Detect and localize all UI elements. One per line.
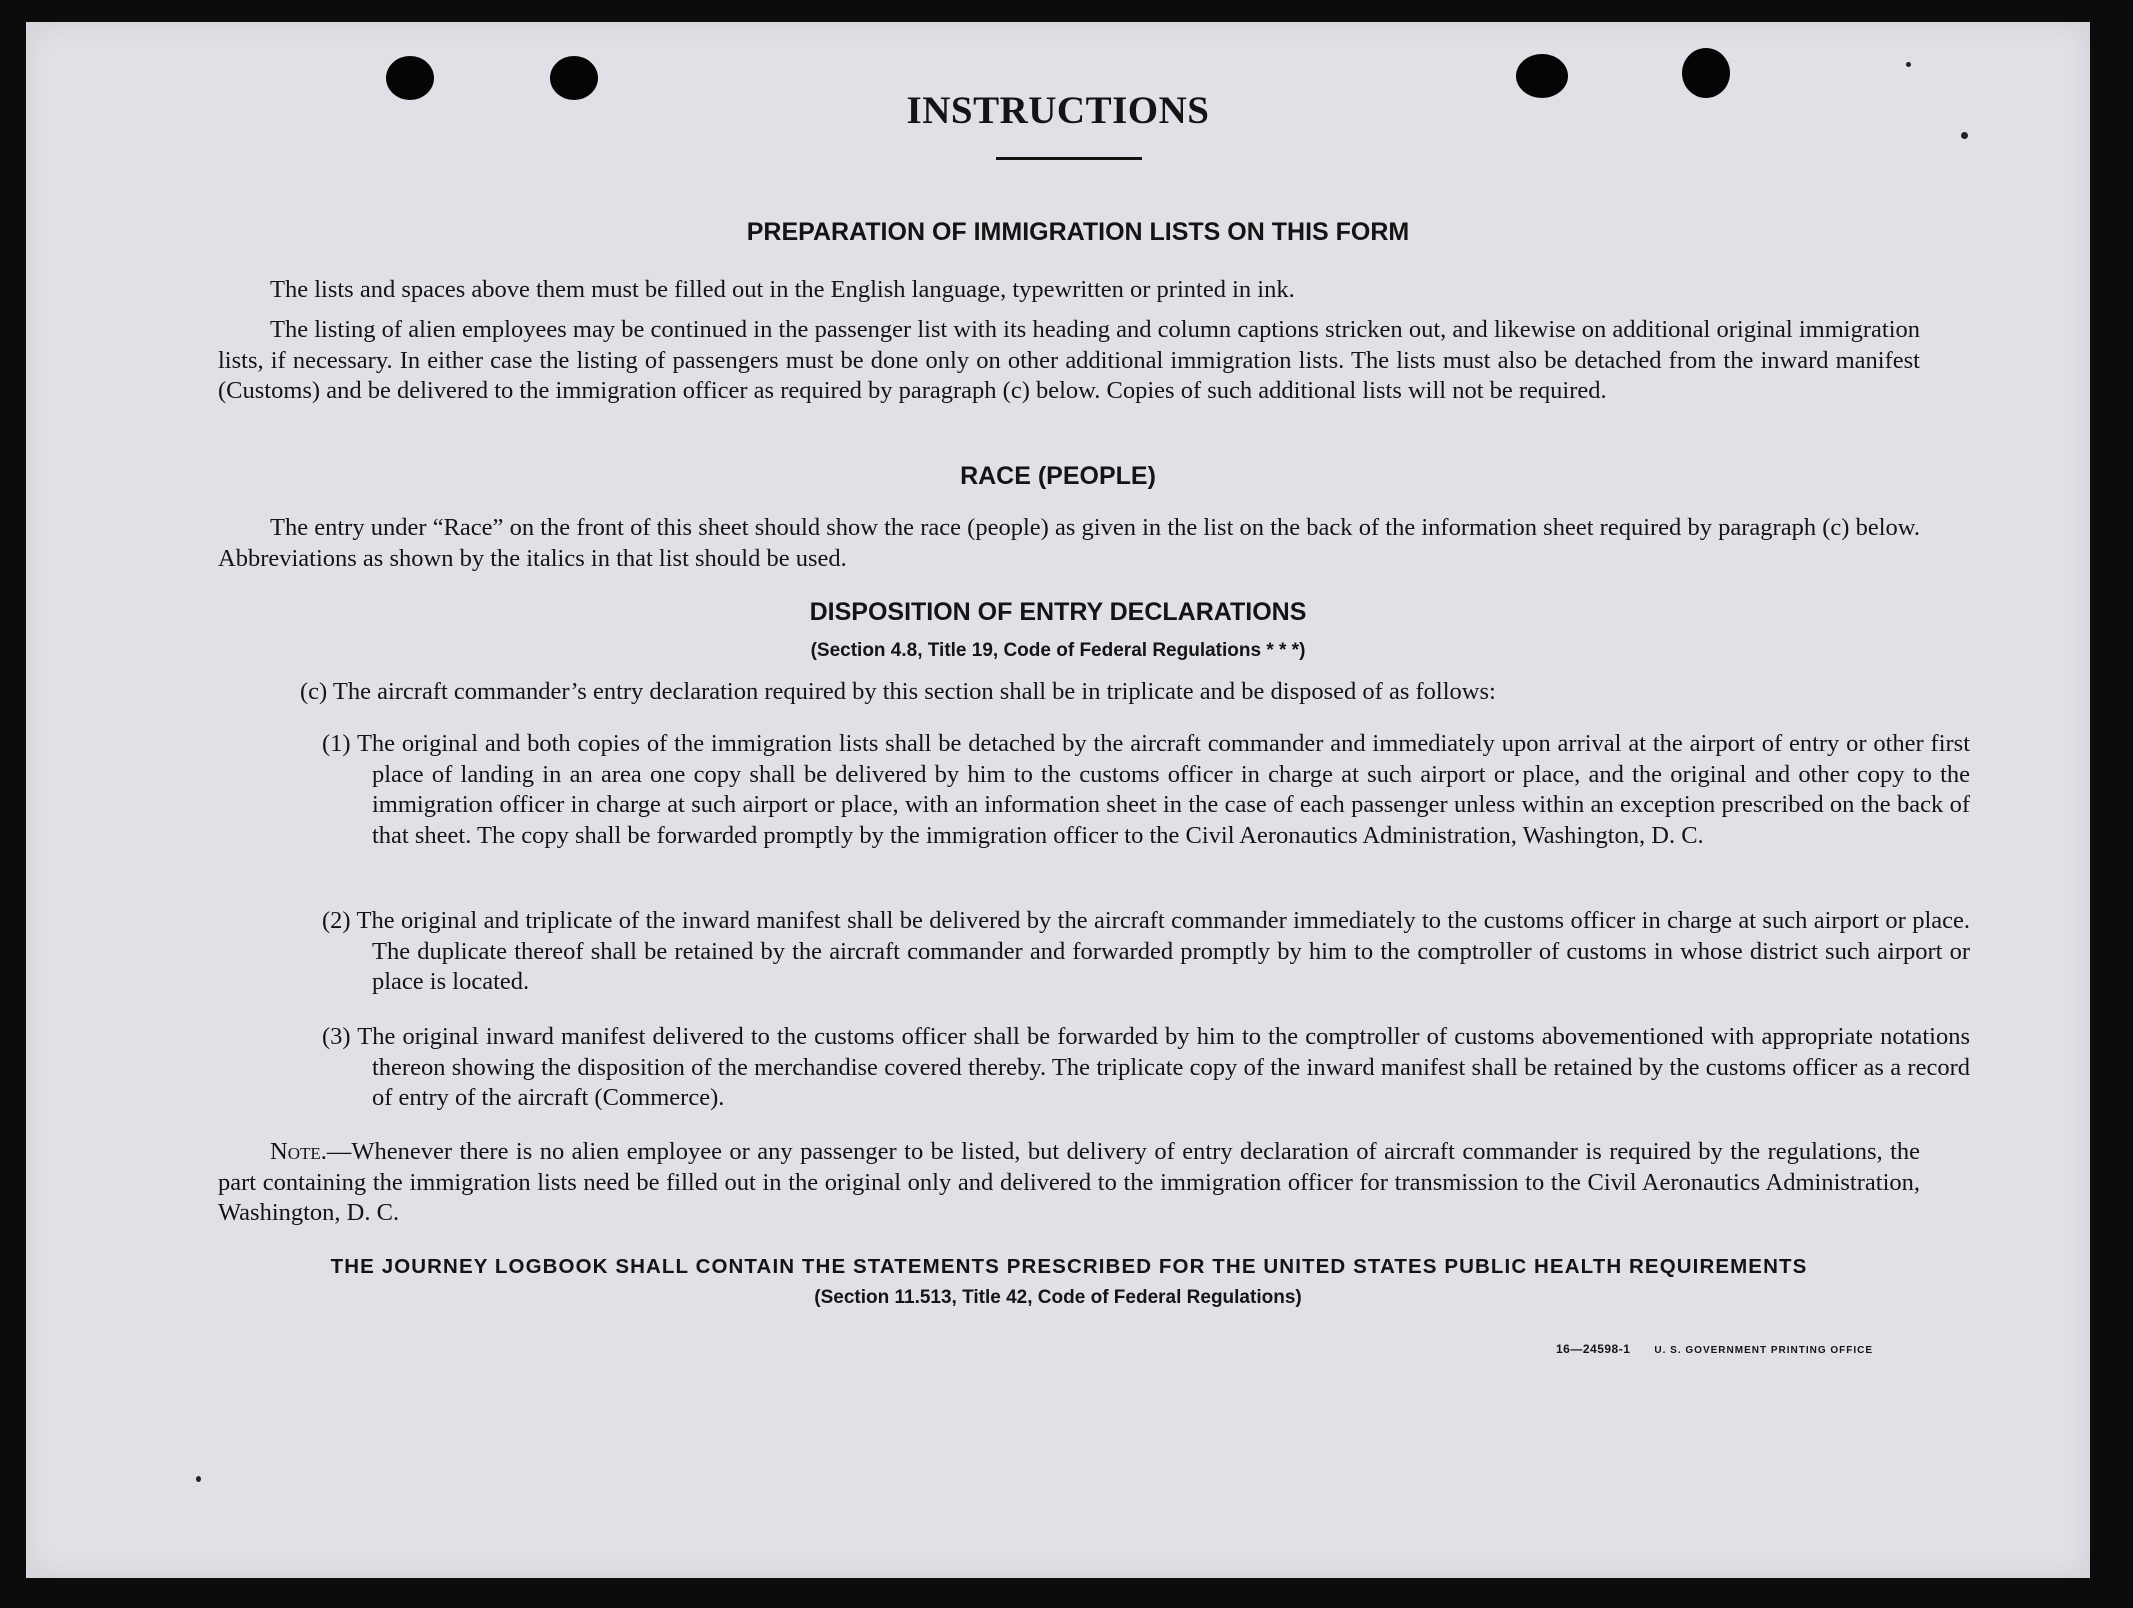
disposition-item-2: (2) The original and triplicate of the inward manifest shall be delivered by the aircraft commander immediately to the customs officer in charge at such airport or place. The duplicate thereof shall be retained by the aircraft commander and forwarded promptly by him to the comptroller of customs in whose district such airport or place is located. — [322, 907, 1970, 995]
speck — [1961, 132, 1968, 139]
imprint-office: U. S. GOVERNMENT PRINTING OFFICE — [1654, 1345, 1874, 1356]
document-page — [26, 22, 2090, 1578]
speck — [196, 1476, 201, 1482]
printer-imprint — [1556, 1342, 1873, 1356]
disposition-item-3: (3) The original inward manifest delivered to the customs officer shall be forwarded by him to the comptroller of customs abovementioned with appropriate notations thereon showing the disposition of the merchandise covered thereby. The triplicate copy of the inward manifest shall be retained by the customs officer as a record of entry of the aircraft (Commerce). — [322, 1023, 1970, 1111]
disposition-intro: (c) The aircraft commander’s entry declaration required by this section shall be in triplicate and be disposed of as follows: — [300, 678, 1496, 705]
imprint-code: 16—24598-1 — [1556, 1342, 1631, 1356]
preparation-paragraph-2: The listing of alien employees may be continued in the passenger list with its heading and column captions stricken out, and likewise on additional original immigration lists, if necessary. In either case the listing of passengers must be done only on other additional immigration lists. The lists must also be detached from the inward manifest (Customs) and be delivered to the immigration officer as required by paragraph (c) below. Copies of such additional lists will not be required. — [218, 316, 1920, 404]
race-paragraph: The entry under “Race” on the front of this sheet should show the race (people) as given in the list on the back of the information sheet required by paragraph (c) below. Abbreviations as shown by the italics in that list should be used. — [218, 514, 1920, 572]
page-title: INSTRUCTIONS — [906, 89, 1210, 132]
health-requirement-statement: THE JOURNEY LOGBOOK SHALL CONTAIN THE STATEMENTS PRESCRIBED FOR THE UNITED STATES PUBLIC HEALTH REQUIREMENTS — [330, 1255, 1808, 1278]
health-requirement-citation: (Section 11.513, Title 42, Code of Federal Regulations) — [814, 1287, 1302, 1308]
disposition-item-1: (1) The original and both copies of the immigration lists shall be detached by the aircraft commander and immediately upon arrival at the airport of entry or other first place of landing in an area one copy shall be delivered by him to the customs officer in charge at such airport or place, and the original and other copy to the immigration officer in charge at such airport or place, with an information sheet in the case of each passenger unless within an exception prescribed on the back of that sheet. The copy shall be forwarded promptly by the immigration officer to the Civil Aeronautics Administration, Washington, D. C. — [322, 730, 1970, 849]
title-underline — [996, 157, 1142, 160]
disposition-citation: (Section 4.8, Title 19, Code of Federal Regulations * * *) — [810, 640, 1306, 661]
section-heading-preparation: PREPARATION OF IMMIGRATION LISTS ON THIS FORM — [746, 218, 1410, 246]
note-text: —Whenever there is no alien employee or any passenger to be listed, but delivery of entry declaration of aircraft commander is required by the regulations, the part containing the immigration lists need be filled out in the original only and delivered to the immigration officer for transmission to the Civil Aeronautics Administration, Washington, D. C. — [218, 1138, 1920, 1226]
note-paragraph — [218, 1137, 1920, 1229]
preparation-paragraph-1: The lists and spaces above them must be filled out in the English language, typewritten or printed in ink. — [270, 276, 1295, 303]
section-heading-disposition: DISPOSITION OF ENTRY DECLARATIONS — [809, 598, 1307, 626]
bleed-through-text — [256, 140, 267, 191]
speck — [1906, 62, 1911, 67]
note-label: Note. — [270, 1138, 327, 1165]
section-heading-race: RACE (PEOPLE) — [960, 462, 1156, 490]
